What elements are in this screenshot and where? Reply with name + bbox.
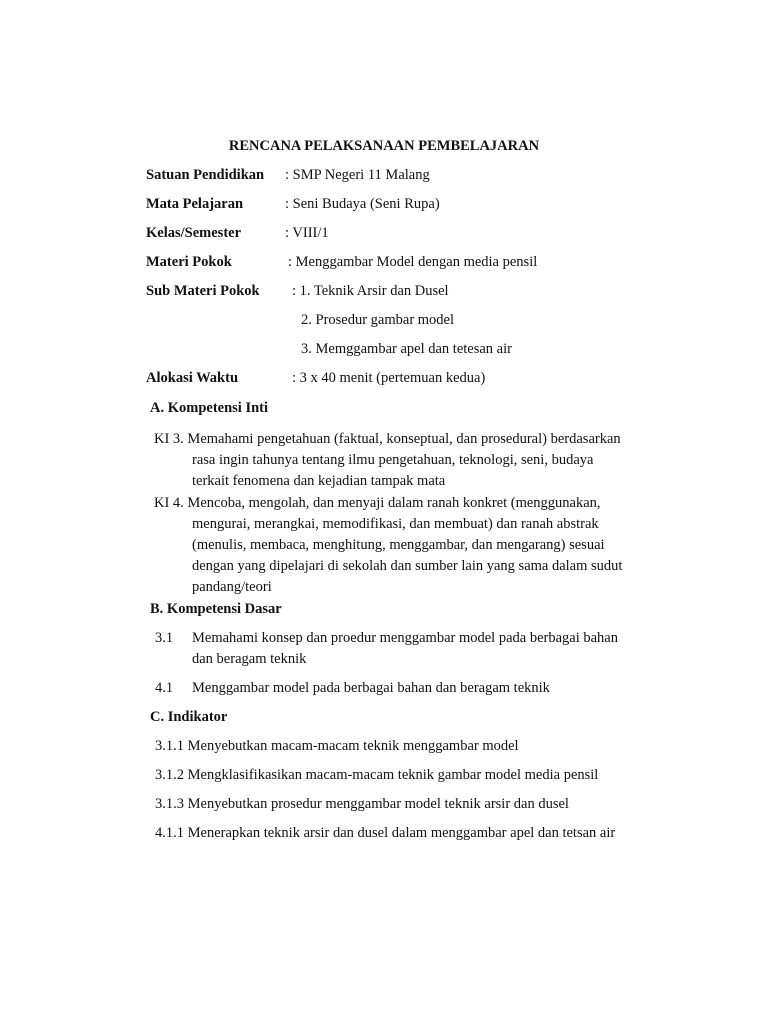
label-kelas-semester: Kelas/Semester (146, 225, 242, 241)
ki-4-paragraph (154, 493, 674, 598)
ki-4-line-4: dengan yang dipelajari di sekolah dan sumber lain yang sama dalam sudut (192, 558, 623, 574)
ki-4-line-1: KI 4. Mencoba, mengolah, dan menyaji dalam ranah konkret (menggunakan, (154, 495, 601, 511)
value-kelas-semester: : VIII/1 (285, 225, 329, 241)
value-satuan-pendidikan: : SMP Negeri 11 Malang (285, 167, 430, 183)
indikator-item: 4.1.1 Menerapkan teknik arsir dan dusel dalam menggambar apel dan tetsan air (155, 825, 616, 841)
kd-4-1-line-1: Menggambar model pada berbagai bahan dan beragam teknik (192, 680, 550, 696)
section-b-heading: B. Kompetensi Dasar (150, 601, 282, 617)
value-mata-pelajaran: : Seni Budaya (Seni Rupa) (285, 196, 440, 212)
ki-3-paragraph (154, 429, 674, 492)
ki-4-line-2: mengurai, merangkai, memodifikasi, dan membuat) dan ranah abstrak (192, 516, 599, 532)
indikator-item: 3.1.1 Menyebutkan macam-macam teknik menggambar model (155, 738, 519, 754)
section-c-heading: C. Indikator (150, 709, 228, 725)
kd-3-1-number: 3.1 (155, 630, 174, 646)
value-sub-materi-pokok: : 1. Teknik Arsir dan Dusel (292, 283, 449, 299)
kd-3-1-line-2: dan beragam teknik (192, 651, 307, 667)
ki-3-line-3: terkait fenomena dan kejadian tampak mata (192, 473, 446, 489)
section-a-heading: A. Kompetensi Inti (150, 400, 269, 416)
value-alokasi-waktu: : 3 x 40 menit (pertemuan kedua) (292, 370, 486, 386)
document-title: RENCANA PELAKSANAAN PEMBELAJARAN (228, 138, 540, 154)
ki-3-line-2: rasa ingin tahunya tentang ilmu pengetahuan, teknologi, seni, budaya (192, 452, 594, 468)
label-materi-pokok: Materi Pokok (146, 254, 232, 270)
ki-3-line-1: KI 3. Memahami pengetahuan (faktual, konseptual, dan prosedural) berdasarkan (154, 431, 621, 447)
value-materi-pokok: : Menggambar Model dengan media pensil (288, 254, 538, 270)
label-mata-pelajaran: Mata Pelajaran (146, 196, 244, 212)
sub-materi-item-2: 2. Prosedur gambar model (301, 312, 455, 328)
sub-materi-item-3: 3. Memggambar apel dan tetesan air (301, 341, 512, 357)
label-sub-materi-pokok: Sub Materi Pokok (146, 283, 260, 299)
ki-4-line-5: pandang/teori (192, 579, 272, 595)
kd-4-1-number: 4.1 (155, 680, 174, 696)
label-satuan-pendidikan: Satuan Pendidikan (146, 167, 265, 183)
ki-4-line-3: (menulis, membaca, menghitung, menggambar, dan mengarang) sesuai (192, 537, 605, 553)
label-alokasi-waktu: Alokasi Waktu (146, 370, 239, 386)
indikator-item: 3.1.2 Mengklasifikasikan macam-macam teknik gambar model media pensil (155, 767, 599, 783)
indikator-item: 3.1.3 Menyebutkan prosedur menggambar model teknik arsir dan dusel (155, 796, 569, 812)
kd-3-1-line-1: Memahami konsep dan proedur menggambar model pada berbagai bahan (192, 630, 618, 646)
